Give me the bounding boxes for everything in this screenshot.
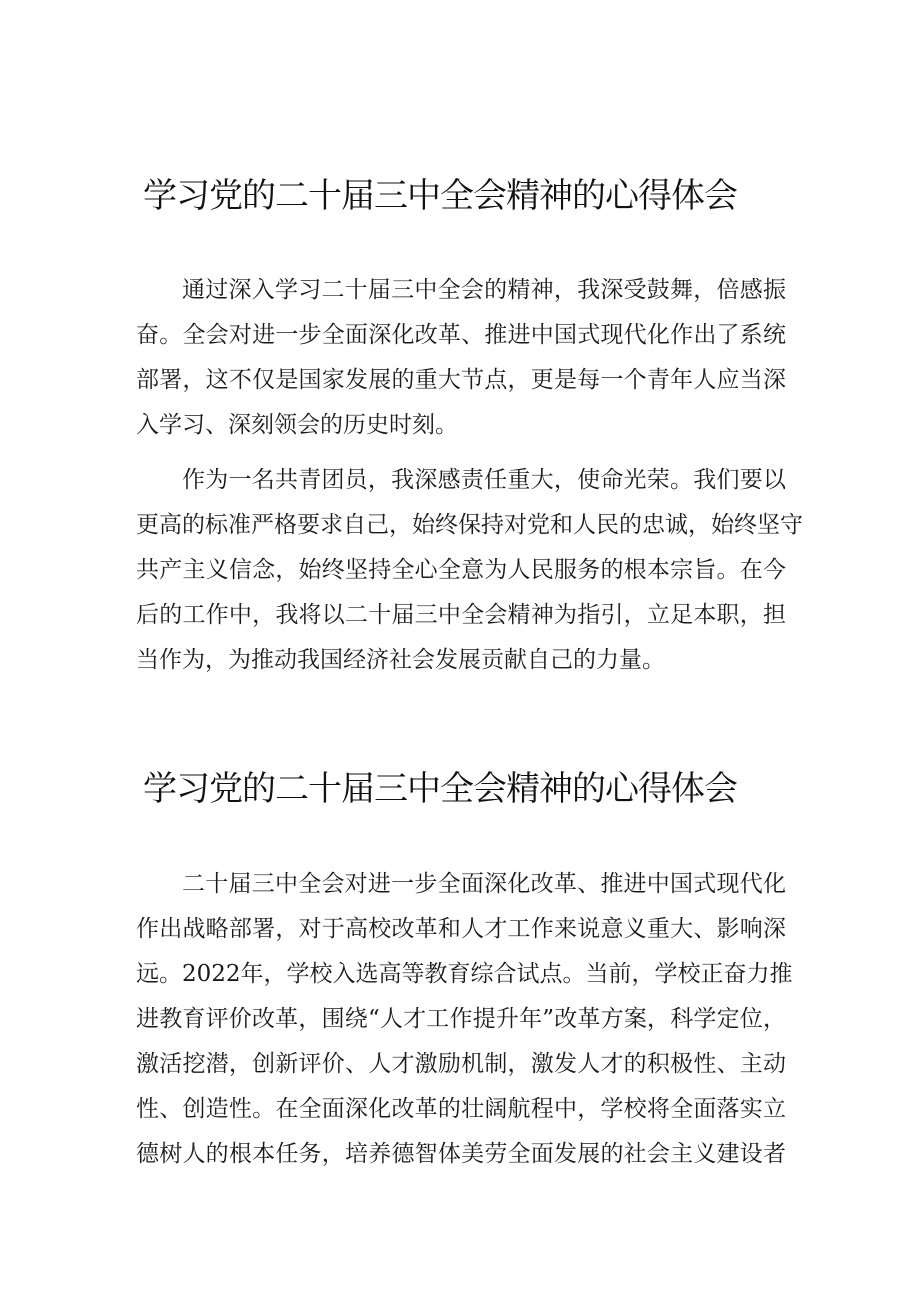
section-1-title: 学习党的二十届三中全会精神的心得体会 [143,176,737,216]
text-line: 激活挖潜，创新评价、人才激励机制，激发人才的积极性、主动 [136,1051,786,1077]
section-2-title: 学习党的二十届三中全会精神的心得体会 [143,769,737,809]
text-line: 作为一名共青团员，我深感责任重大，使命光荣。我们要以 [182,467,786,493]
text-line: 更高的标准严格要求自己，始终保持对党和人民的忠诚，始终坚守 [136,512,803,538]
section-1-paragraph-1 [136,268,786,448]
text-line: 奋。全会对进一步全面深化改革、推进中国式现代化作出了系统 [136,322,786,348]
text-line: 性、创造性。在全面深化改革的壮阔航程中，学校将全面落实立 [136,1096,786,1122]
text-line: 共产主义信念，始终坚持全心全意为人民服务的根本宗旨。在今 [136,557,786,583]
text-line: 德树人的根本任务，培养德智体美劳全面发展的社会主义建设者 [136,1141,786,1167]
text-line: 远。2022年，学校入选高等教育综合试点。当前，学校正奋力推 [136,961,793,987]
text-line: 当作为，为推动我国经济社会发展贡献自己的力量。 [136,647,665,673]
text-line: 二十届三中全会对进一步全面深化改革、推进中国式现代化 [182,871,786,897]
text-line: 进教育评价改革，围绕“人才工作提升年”改革方案，科学定位， [136,1006,786,1032]
text-line: 后的工作中，我将以二十届三中全会精神为指引，立足本职，担 [136,602,786,628]
section-1-paragraph-2 [136,458,803,683]
text-line: 部署，这不仅是国家发展的重大节点，更是每一个青年人应当深 [136,367,786,393]
text-line: 通过深入学习二十届三中全会的精神，我深受鼓舞，倍感振 [182,277,786,303]
section-2-paragraph-1 [136,862,793,1177]
text-line: 入学习、深刻领会的历史时刻。 [136,412,458,438]
text-line: 作出战略部署，对于高校改革和人才工作来说意义重大、影响深 [136,916,786,942]
